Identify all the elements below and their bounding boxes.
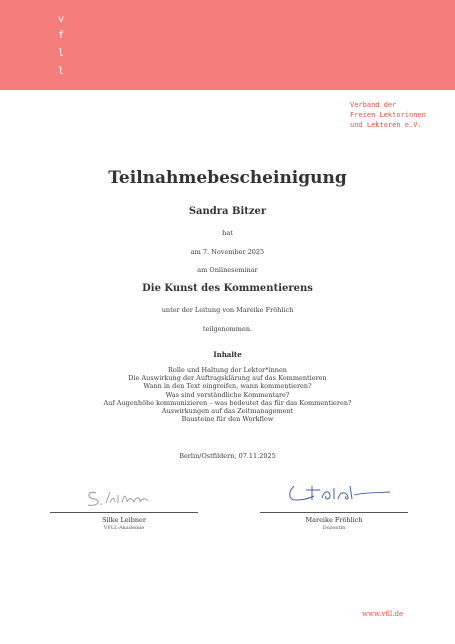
logo-letter-f: f [58,30,65,41]
event-date: am 7. November 2025 [190,248,265,256]
participant-name: Sandra Bitzer [188,206,267,217]
contents-item: Auf Augenhöhe kommunizieren – was bedeutet das für das Kommentieren? [103,398,352,407]
instructor-line: unter der Leitung von Mareike Fröhlich [161,306,294,314]
org-name-line-3: und Lektoren e.V. [350,121,422,129]
signature-block-left [44,516,204,531]
signatory-role: Dozentin [322,525,346,531]
contents-item: Rolle und Haltung der Lektor*innen [168,366,287,374]
signatory-role: VFLL-Akademie [103,525,145,531]
signatory-name: Silke Leibner [101,516,146,524]
closing-text: teilgenommen. [202,325,253,333]
org-name-line-2: Freien Lektorinnen [350,111,426,119]
signatory-name: Mareike Fröhlich [305,516,363,524]
signature-mareike-froehlich [282,478,402,508]
contents-item: Bausteine für den Workflow [181,415,274,424]
contents-list [0,366,455,423]
signature-silke-leibner [82,486,172,510]
certificate-title: Teilnahmebescheinigung [108,168,347,188]
course-title: Die Kunst des Kommentierens [142,283,313,294]
signature-line-left [50,512,198,513]
contents-heading: Inhalte [213,350,242,359]
signature-line-right [260,512,408,513]
place-date: Berlin/Ostfildern, 07.11.2025 [179,452,276,460]
event-format: am Onlineseminar [197,266,258,274]
logo-letter-l1: l [58,48,65,59]
footer-website-link[interactable]: www.vfll.de [362,610,404,618]
contents-item: Wann in den Text eingreifen, wann kommentieren? [143,382,312,391]
org-name-line-1: Verband der [350,101,397,109]
header-banner [0,0,455,90]
contents-item: Was sind verständliche Kommentare? [165,390,290,399]
contents-item: Auswirkungen auf das Zeitmanagement [161,407,294,416]
signature-block-right [254,516,414,531]
logo-letter-v: v [58,14,65,25]
logo-letter-l2: l [58,66,65,77]
connector-text: hat [222,229,233,237]
contents-item: Die Auswirkung der Auftragsklärung auf das Kommentieren [128,374,327,383]
organization-name [350,100,450,130]
